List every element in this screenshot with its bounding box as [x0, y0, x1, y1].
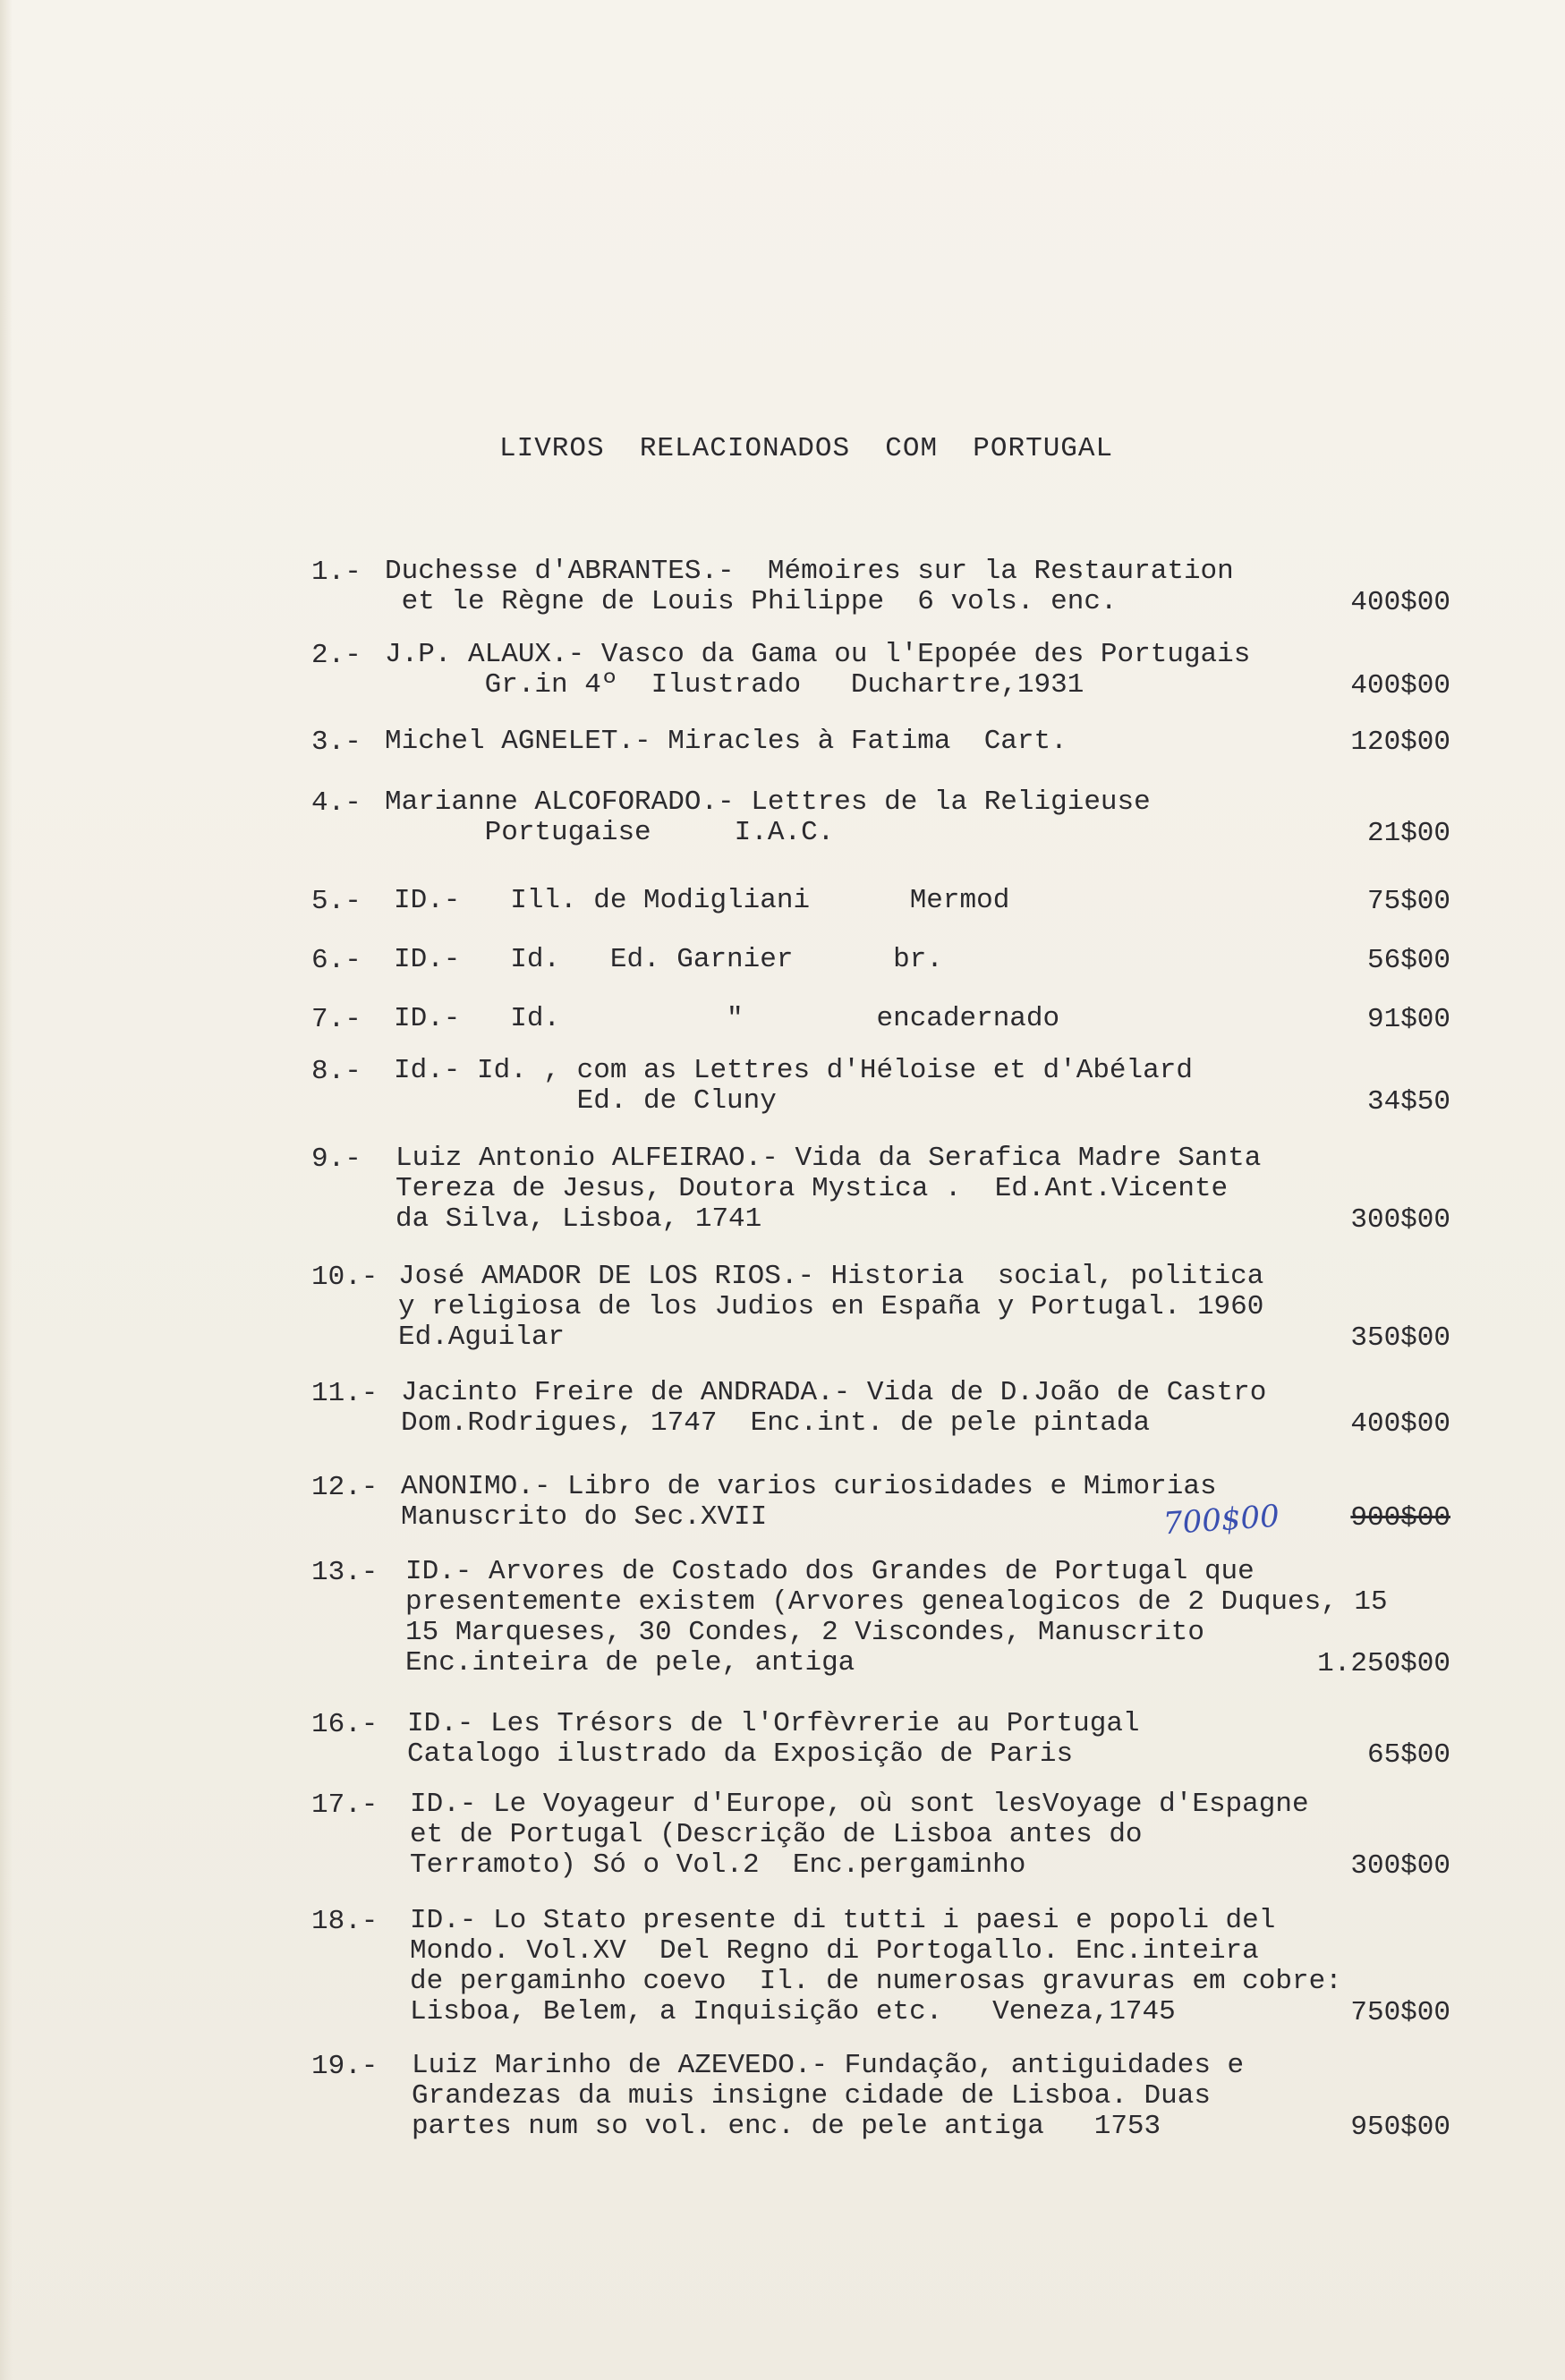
entry-price: 56$00 [1366, 945, 1450, 976]
entry-price: 400$00 [1350, 1408, 1450, 1440]
entry-text-line: ID.- Ill. de Modigliani Mermod [394, 885, 1010, 916]
entry-number: 5.- [311, 886, 361, 917]
entry-text-line: Ed. de Cluny [394, 1085, 777, 1117]
entry-text-line: Grandezas da muis insigne cidade de Lisboa. Duas [412, 2080, 1211, 2112]
entry-text-line: ANONIMO.- Libro de varios curiosidades e Mimorias [401, 1471, 1217, 1502]
entry-text-line: presentemente existem (Arvores genealogicos de 2 Duques, 15 [405, 1586, 1388, 1618]
entry-number: 6.- [311, 945, 361, 976]
entry-text-line: Lisboa, Belem, a Inquisição etc. Veneza,1745 [410, 1996, 1176, 2027]
entry-text-line: Portugaise I.A.C. [385, 817, 835, 848]
entry-price: 65$00 [1366, 1739, 1450, 1771]
handwritten-price-note: 700$00 [1161, 1498, 1281, 1543]
entry-text-line: Gr.in 4º Ilustrado Duchartre,1931 [385, 669, 1084, 701]
entry-text-line: ID.- Id. Ed. Garnier br. [394, 944, 943, 975]
page-title: LIVROS RELACIONADOS COM PORTUGAL [499, 433, 1114, 464]
entry-text-line: Luiz Marinho de AZEVEDO.- Fundação, antiguidades e [412, 2050, 1245, 2081]
entry-text-line: Id.- Id. , com as Lettres d'Héloise et d'Abélard [394, 1055, 1193, 1086]
entry-price: 900$00 [1350, 1502, 1450, 1534]
entry-text-line: ID.- Id. " encadernado [394, 1003, 1060, 1034]
entry-text-line: Ed.Aguilar [398, 1322, 566, 1353]
entry-text-line: Enc.inteira de pele, antiga [405, 1647, 855, 1679]
entry-price: 350$00 [1350, 1322, 1450, 1354]
entry-text-line: de pergaminho coevo Il. de numerosas gravuras em cobre: [410, 1966, 1342, 1997]
entry-number: 12.- [311, 1472, 378, 1503]
entry-text-line: ID.- Les Trésors de l'Orfèvrerie au Portugal [407, 1708, 1140, 1739]
entry-number: 13.- [311, 1557, 378, 1588]
entry-text-line: ID.- Le Voyageur d'Europe, où sont lesVoyage d'Espagne [410, 1789, 1309, 1820]
entry-number: 1.- [311, 557, 361, 588]
entry-text-line: y religiosa de los Judios en España y Portugal. 1960 [398, 1291, 1264, 1322]
entry-text-line: Catalogo ilustrado da Exposição de Paris [407, 1738, 1074, 1770]
entry-price: 120$00 [1350, 727, 1450, 758]
entry-text-line: ID.- Arvores de Costado dos Grandes de Portugal que [405, 1556, 1255, 1587]
entry-number: 7.- [311, 1004, 361, 1035]
entry-number: 19.- [311, 2051, 378, 2082]
entry-number: 3.- [311, 727, 361, 758]
entry-text-line: Luiz Antonio ALFEIRAO.- Vida da Serafica Madre Santa [396, 1143, 1262, 1174]
entry-price: 1.250$00 [1317, 1648, 1450, 1679]
entry-price: 91$00 [1366, 1004, 1450, 1035]
entry-text-line: Jacinto Freire de ANDRADA.- Vida de D.João de Castro [401, 1377, 1267, 1408]
entry-text-line: Michel AGNELET.- Miracles à Fatima Cart. [385, 726, 1067, 757]
entry-number: 9.- [311, 1143, 361, 1175]
entry-text-line: et le Règne de Louis Philippe 6 vols. enc. [385, 586, 1118, 617]
entry-text-line: Marianne ALCOFORADO.- Lettres de la Religieuse [385, 786, 1151, 818]
entry-text-line: José AMADOR DE LOS RIOS.- Historia social, politica [398, 1261, 1264, 1292]
entry-price: 400$00 [1350, 670, 1450, 701]
entry-text-line: Mondo. Vol.XV Del Regno di Portogallo. Enc.inteira [410, 1935, 1259, 1967]
entry-number: 8.- [311, 1056, 361, 1087]
entry-number: 4.- [311, 787, 361, 819]
entry-text-line: Manuscrito do Sec.XVII [401, 1501, 768, 1533]
entry-price: 34$50 [1366, 1086, 1450, 1118]
entry-text-line: 15 Marqueses, 30 Condes, 2 Viscondes, Manuscrito [405, 1617, 1204, 1648]
entry-text-line: Duchesse d'ABRANTES.- Mémoires sur la Restauration [385, 556, 1234, 587]
entry-price: 75$00 [1366, 886, 1450, 917]
entry-number: 10.- [311, 1262, 378, 1293]
entry-price: 950$00 [1350, 2112, 1450, 2143]
entry-number: 16.- [311, 1709, 378, 1740]
entry-number: 17.- [311, 1789, 378, 1821]
entry-text-line: Terramoto) Só o Vol.2 Enc.pergaminho [410, 1849, 1026, 1881]
entry-price: 300$00 [1350, 1850, 1450, 1882]
entry-text-line: partes num so vol. enc. de pele antiga 1753 [412, 2111, 1161, 2142]
entry-text-line: Tereza de Jesus, Doutora Mystica . Ed.Ant.Vicente [396, 1173, 1229, 1204]
paper-edge-shadow [0, 0, 13, 2380]
entry-text-line: J.P. ALAUX.- Vasco da Gama ou l'Epopée des Portugais [385, 639, 1251, 670]
entry-number: 18.- [311, 1906, 378, 1937]
entry-text-line: da Silva, Lisboa, 1741 [396, 1203, 762, 1235]
entry-price: 21$00 [1366, 818, 1450, 849]
entry-number: 2.- [311, 640, 361, 671]
entry-price: 400$00 [1350, 587, 1450, 618]
entry-text-line: Dom.Rodrigues, 1747 Enc.int. de pele pintada [401, 1407, 1151, 1439]
entry-number: 11.- [311, 1378, 378, 1409]
entry-price: 300$00 [1350, 1204, 1450, 1236]
entry-price: 750$00 [1350, 1997, 1450, 2028]
entry-text-line: ID.- Lo Stato presente di tutti i paesi e popoli del [410, 1905, 1276, 1936]
entry-text-line: et de Portugal (Descrição de Lisboa antes do [410, 1819, 1143, 1850]
